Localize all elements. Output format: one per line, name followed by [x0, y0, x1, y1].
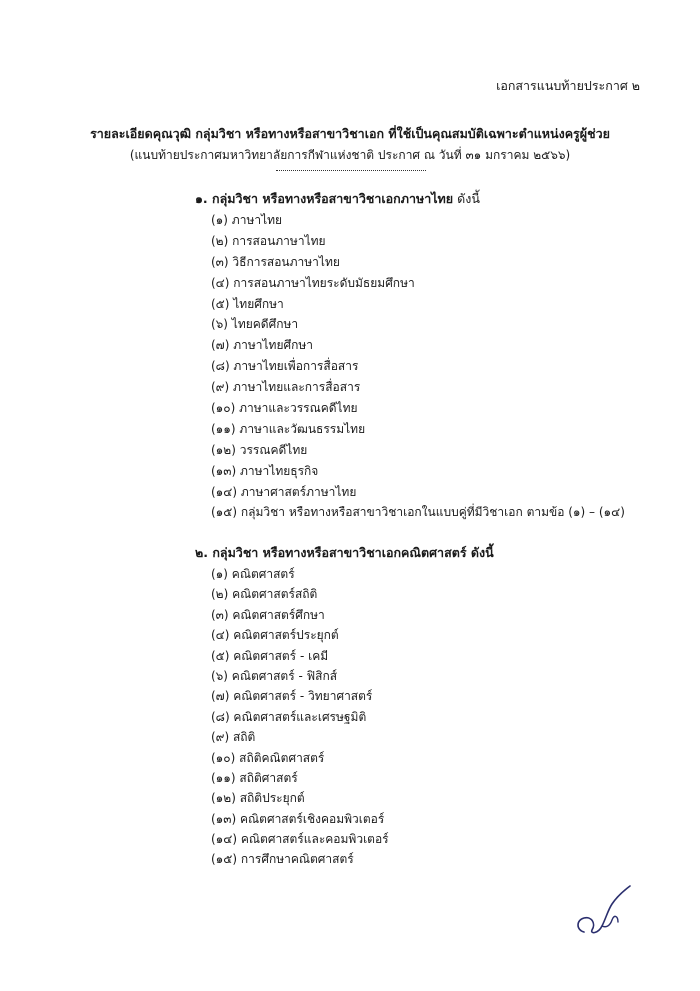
list-item: (๙) สถิติ	[211, 730, 256, 745]
section-thai	[195, 188, 625, 523]
section-heading	[195, 188, 625, 210]
list-item: (๑๔) คณิตศาสตร์และคอมพิวเตอร์	[211, 832, 389, 847]
list-item: (๒) คณิตศาสตร์สถิติ	[211, 587, 318, 602]
list-item: (๕) ไทยศึกษา	[211, 296, 284, 311]
list-item: (๑๐) สถิติคณิตศาสตร์	[211, 750, 325, 765]
list-item: (๑๑) สถิติศาสตร์	[211, 770, 298, 785]
list-item: (๓) วิธีการสอนภาษาไทย	[211, 254, 340, 269]
list-item: (๑๒) วรรณคดีไทย	[211, 442, 308, 457]
list-item: (๑๐) ภาษาและวรรณคดีไทย	[211, 401, 358, 416]
dotted-divider	[276, 170, 426, 171]
list-item: (๑๓) คณิตศาสตร์เชิงคอมพิวเตอร์	[211, 811, 385, 826]
section-heading-bold: ๑. กลุ่มวิชา หรือทางหรือสาขาวิชาเอกภาษาไทย	[195, 191, 454, 206]
list-item: (๓) คณิตศาสตร์ศึกษา	[211, 607, 325, 622]
list-item: (๖) คณิตศาสตร์ - ฟิสิกส์	[211, 668, 338, 683]
list-item: (๑๓) ภาษาไทยธุรกิจ	[211, 463, 319, 478]
list-item: (๑) ภาษาไทย	[211, 213, 283, 227]
attachment-note: เอกสารแนบท้ายประกาศ ๒	[496, 78, 640, 93]
list-item: (๗) ภาษาไทยศึกษา	[211, 338, 314, 353]
list-item: (๘) คณิตศาสตร์และเศรษฐมิติ	[211, 709, 367, 724]
list-item: (๙) ภาษาไทยและการสื่อสาร	[211, 380, 361, 395]
section-heading-bold: ๒. กลุ่มวิชา หรือทางหรือสาขาวิชาเอกคณิตศาสตร์ ดังนี้	[195, 545, 494, 560]
section-heading	[195, 542, 494, 564]
page-subtitle: (แนบท้ายประกาศมหาวิทยาลัยการกีฬาแห่งชาติ ประกาศ ณ วันที่ ๓๑ มกราคม ๒๕๖๖)	[129, 148, 571, 162]
handwritten-signature	[572, 880, 642, 940]
qualification-list	[195, 564, 494, 870]
qualification-list	[195, 210, 625, 523]
list-item: (๒) การสอนภาษาไทย	[211, 233, 326, 248]
list-item: (๖) ไทยคดีศึกษา	[211, 317, 299, 332]
list-item: (๗) คณิตศาสตร์ - วิทยาศาสตร์	[211, 689, 373, 704]
section-math	[195, 542, 494, 870]
section-heading-suffix: ดังนี้	[453, 191, 480, 206]
list-item: (๑๒) สถิติประยุกต์	[211, 791, 305, 806]
page-title: รายละเอียดคุณวุฒิ กลุ่มวิชา หรือทางหรือสาขาวิชาเอก ที่ใช้เป็นคุณสมบัติเฉพาะตำแหน่งครูผู้ช่วย	[90, 126, 610, 141]
list-item: (๕) คณิตศาสตร์ - เคมี	[211, 648, 329, 663]
list-item: (๑๕) กลุ่มวิชา หรือทางหรือสาขาวิชาเอกในแบบคู่ที่มีวิชาเอก ตามข้อ (๑) – (๑๔)	[211, 505, 625, 520]
list-item: (๑) คณิตศาสตร์	[211, 567, 295, 581]
list-item: (๘) ภาษาไทยเพื่อการสื่อสาร	[211, 359, 359, 374]
list-item: (๑๑) ภาษาและวัฒนธรรมไทย	[211, 421, 366, 436]
list-item: (๑๕) การศึกษาคณิตศาสตร์	[211, 852, 354, 867]
list-item: (๑๔) ภาษาศาสตร์ภาษาไทย	[211, 484, 357, 499]
list-item: (๔) การสอนภาษาไทยระดับมัธยมศึกษา	[211, 275, 415, 290]
list-item: (๔) คณิตศาสตร์ประยุกต์	[211, 628, 339, 643]
